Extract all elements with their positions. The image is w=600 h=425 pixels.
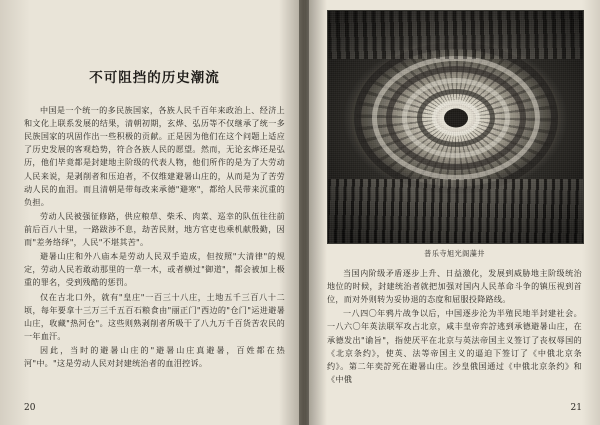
paragraph: 一八四〇年鸦片战争以后，中国逐步沦为半殖民地半封建社会。一八六〇年英法联军攻占北京，咸丰皇帝弈詝逃到承德避暑山庄，在承德发出"谕旨"，指使厌平在北京与英法帝国主义签订了丧权辱国的《北京条约》，使英、法等帝国主义的逼迫下签订了《中俄北京条约》。第二年奕詝死在避暑山庄。沙皇俄国通过《中俄北京条约》和《中俄 — [327, 308, 582, 384]
temple-hall-ceiling-photo — [327, 10, 584, 244]
page-number-left: 20 — [24, 403, 36, 413]
paragraph: 因此，当时的避暑山庄的"避暑山庄真避暑，百姓都在热河"中。"这是劳动人民对封建统治者的血泪控诉。 — [24, 344, 285, 369]
paragraph: 当国内阶级矛盾逐步上升、日益激化，发展到威胁地主阶级统治地位的时候，封建统治者就把加强对国内人民革命斗争的镇压视到首位，而对外则转为妥协退的态度和屈服投降路线。 — [327, 268, 582, 305]
paragraph: 劳动人民被强征修路，供应粮草、柴禾、肉菜、巡幸的队伍往往前前后百八十里，一路跋涉不息，劫苦民财，地方官吏也乘机献殷勤，因而"差务络绎"，人民"不堪其苦"。 — [24, 210, 285, 248]
left-page-body — [24, 104, 285, 370]
page-number-right: 21 — [570, 403, 582, 413]
paragraph: 仅在古北口外，就有"皇庄"一百三十八庄，土地五千三百八十二顷，每年要拿十三万三千五百石粮食由"丽正门"西边的"仓门"运进避暑山庄，收藏"热河仓"。这些则熟剥削者所吸干了八九万千百货苦农民的一年血汗。 — [24, 291, 285, 341]
photo-caption: 普乐寺旭光阁藻井 — [424, 249, 485, 258]
paragraph: 避暑山庄和外八庙本是劳动人民双手造成，但按照"大清律"的规定，劳动人民若敢动那里的一草一木，或者横过"御道"，都会被加上极重的罪名，受到残酷的惩罚。 — [24, 251, 285, 288]
right-page — [305, 0, 600, 425]
right-page-body — [327, 267, 582, 386]
photo-grain — [328, 11, 583, 243]
paragraph: 中国是一个统一的多民族国家，各族人民千百年来政治上、经济上和文化上联系发展的结果，清朝初期，玄烨、弘历等不仅继承了统一多民族国家的巩固作出一些积极的贡献。正是因为他们在这个问题上适应了历史发展的客观趋势，符合各族人民的愿望。然而，无论玄烨还是弘历，他们毕竟都是封建地主阶级的代表人物，他们所作的是为了大劳动人民来说，是剥削者和压迫者，不仅维建避暑山庄的，从而是为了苦劳动人民的血泪。而且清朝是带每改来承德"避寒"，都给人民带来沉重的负担。 — [24, 105, 285, 207]
page-title: 不可阻挡的历史潮流 — [89, 70, 220, 86]
